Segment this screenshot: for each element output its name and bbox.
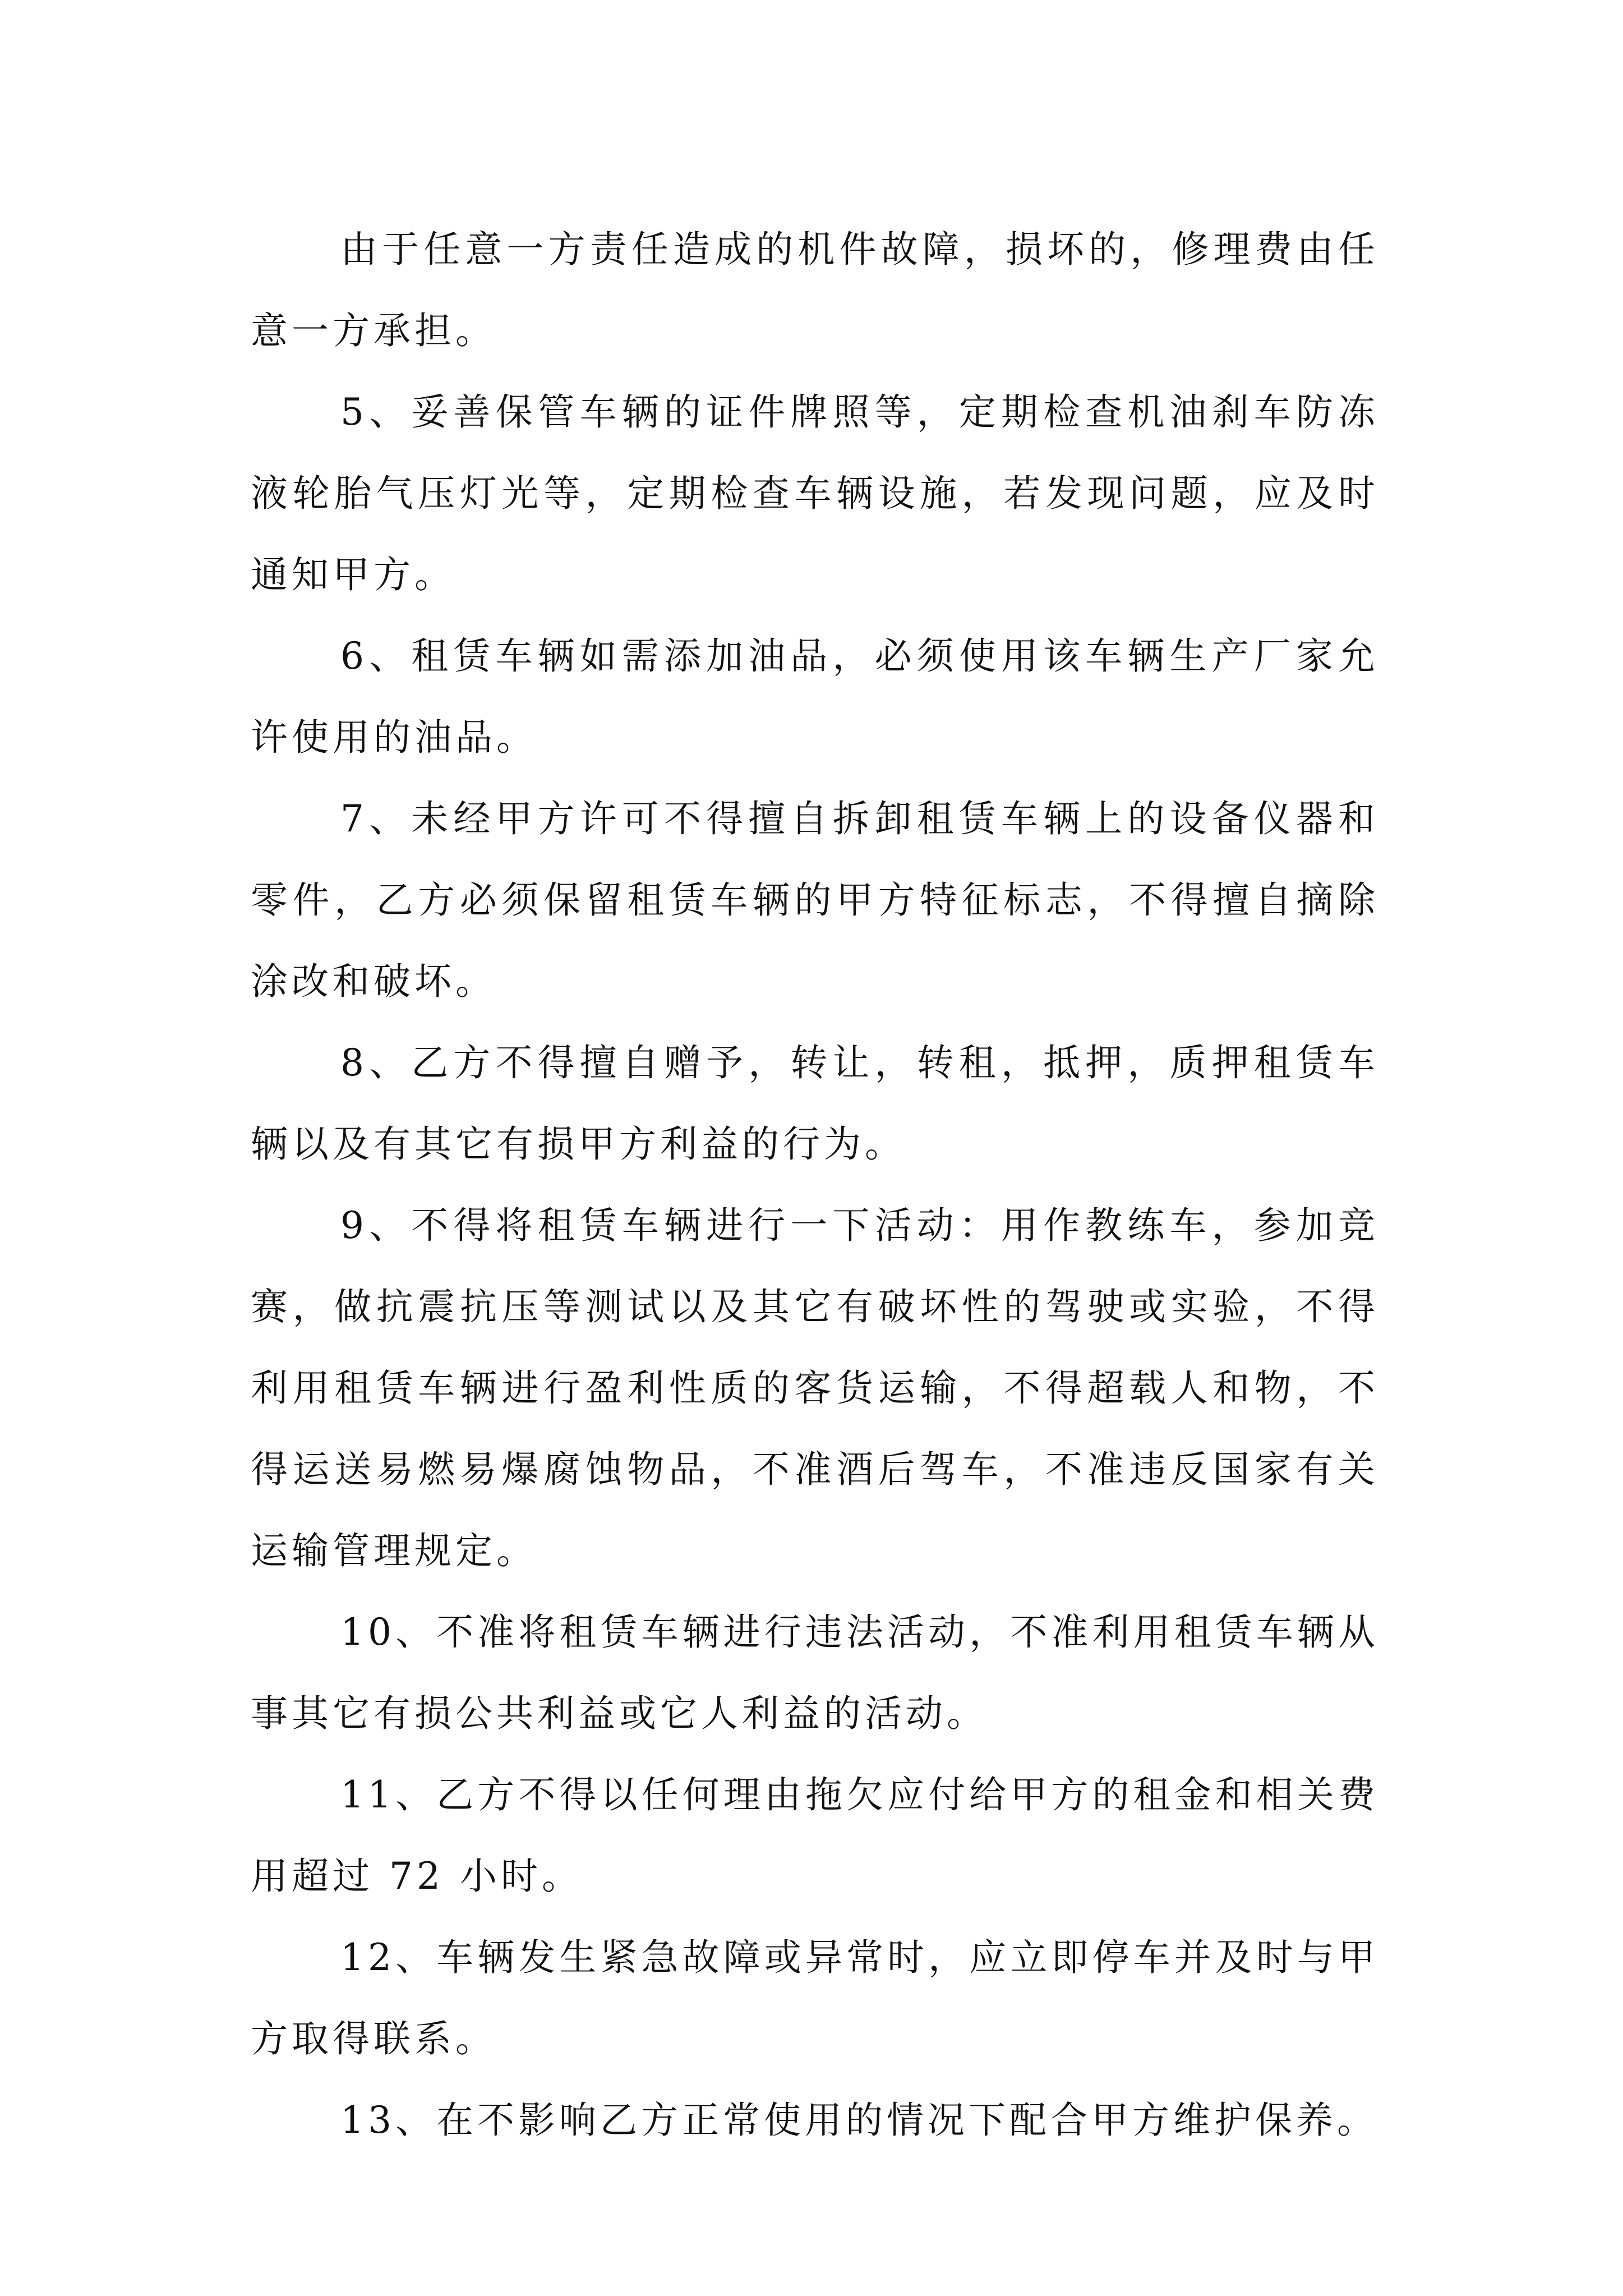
paragraph-clause-9: 9、不得将租赁车辆进行一下活动：用作教练车，参加竞赛，做抗震抗压等测试以及其它有破坏性的驾驶或实验，不得利用租赁车辆进行盈利性质的客货运输，不得超载人和物，不得运送易燃易爆腐蚀物品，不准酒后驾车，不准违反国家有关运输管理规定。 <box>251 1204 1379 1572</box>
paragraph-clause-12: 12、车辆发生紧急故障或异常时，应立即停车并及时与甲方取得联系。 <box>251 1936 1379 2060</box>
document-body <box>251 209 1379 2161</box>
paragraph-clause-5: 5、妥善保管车辆的证件牌照等，定期检查机油刹车防冻液轮胎气压灯光等，定期检查车辆设施，若发现问题，应及时通知甲方。 <box>251 390 1379 596</box>
paragraph-clause-7: 7、未经甲方许可不得擅自拆卸租赁车辆上的设备仪器和零件，乙方必须保留租赁车辆的甲方特征标志，不得擅自摘除涂改和破坏。 <box>251 797 1379 1003</box>
paragraph-clause-8: 8、乙方不得擅自赠予，转让，转租，抵押，质押租赁车辆以及有其它有损甲方利益的行为。 <box>251 1041 1379 1166</box>
paragraph-clause-6: 6、租赁车辆如需添加油品，必须使用该车辆生产厂家允许使用的油品。 <box>251 634 1379 759</box>
paragraph-repair-cost: 由于任意一方责任造成的机件故障，损坏的，修理费由任意一方承担。 <box>251 228 1379 352</box>
paragraph-clause-10: 10、不准将租赁车辆进行违法活动，不准利用租赁车辆从事其它有损公共利益或它人利益的活动。 <box>251 1611 1379 1735</box>
paragraph-clause-13: 13、在不影响乙方正常使用的情况下配合甲方维护保养。 <box>340 2099 1378 2142</box>
paragraph-clause-11: 11、乙方不得以任何理由拖欠应付给甲方的租金和相关费用超过 72 小时。 <box>251 1773 1379 1898</box>
